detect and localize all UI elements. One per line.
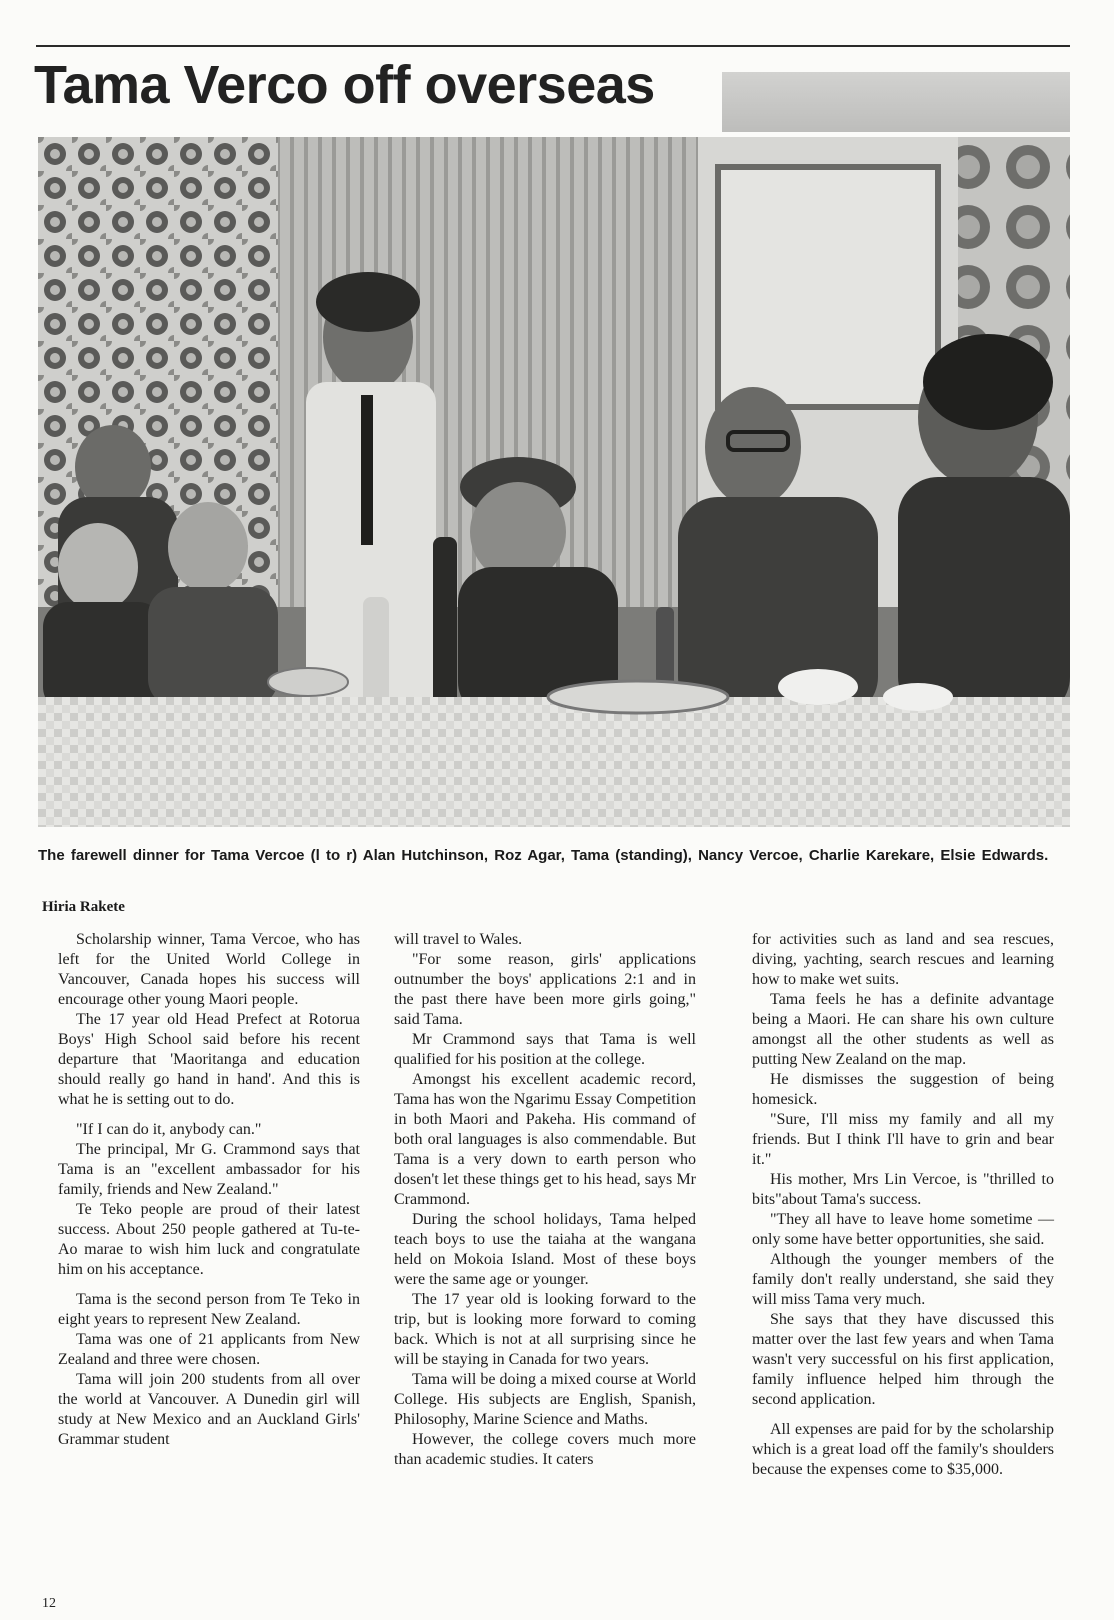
- paragraph: He dismisses the suggestion of being homesick.: [752, 1071, 1054, 1108]
- photo-icon: [38, 137, 1070, 827]
- paragraph: Tama is the second person from Te Teko in eight years to represent New Zealand.: [58, 1291, 360, 1328]
- paragraph: Tama was one of 21 applicants from New Zealand and three were chosen.: [58, 1331, 360, 1368]
- paragraph: for activities such as land and sea rescues, diving, yachting, search rescues and learning how to make wet suits.: [752, 931, 1054, 988]
- article-column-2: [394, 930, 696, 1470]
- bleed-through-panel: [722, 72, 1070, 132]
- paragraph: His mother, Mrs Lin Vercoe, is "thrilled to bits"about Tama's success.: [752, 1171, 1054, 1208]
- paragraph: "For some reason, girls' applications outnumber the boys' applications 2:1 and in the past there have been more girls going," said Tama.: [394, 951, 696, 1028]
- article-column-3: [752, 930, 1054, 1480]
- paragraph: During the school holidays, Tama helped teach boys to use the taiaha at the wangana held on Mokoia Island. Most of these boys were the same age or younger.: [394, 1211, 696, 1288]
- farewell-dinner-photo: [38, 137, 1070, 827]
- paragraph: Although the younger members of the family don't really understand, she said they will miss Tama very much.: [752, 1251, 1054, 1308]
- paragraph: All expenses are paid for by the scholarship which is a great load off the family's shoulders because the expenses come to $35,000.: [752, 1421, 1054, 1478]
- page-number: 12: [42, 1596, 56, 1611]
- paragraph: Mr Crammond says that Tama is well qualified for his position at the college.: [394, 1031, 696, 1068]
- photo-caption: The farewell dinner for Tama Vercoe (l to r) Alan Hutchinson, Roz Agar, Tama (standing), Nancy Vercoe, Charlie Karekare, Elsie Edwards.: [38, 847, 1049, 864]
- paragraph: The 17 year old Head Prefect at Rotorua Boys' High School said before his recent departure that 'Maoritanga and education should really go hand in hand'. And this is what he is setting out to do.: [58, 1011, 360, 1108]
- top-rule: [36, 45, 1070, 47]
- byline: Hiria Rakete: [42, 899, 125, 915]
- paragraph: "Sure, I'll miss my family and all my friends. But I think I'll have to grin and bear it.": [752, 1111, 1054, 1168]
- headline: Tama Verco off overseas: [34, 55, 655, 115]
- paragraph: The principal, Mr G. Crammond says that Tama is an "excellent ambassador for his family, friends and New Zealand.": [58, 1141, 360, 1198]
- paragraph: Tama feels he has a definite advantage being a Maori. He can share his own culture amongst all the other students as well as putting New Zealand on the map.: [752, 991, 1054, 1068]
- paragraph: "If I can do it, anybody can.": [76, 1121, 262, 1138]
- paragraph: will travel to Wales.: [394, 931, 523, 948]
- paragraph: "They all have to leave home sometime — only some have better opportunities, she said.: [752, 1211, 1054, 1248]
- paragraph: Te Teko people are proud of their latest success. About 250 people gathered at Tu-te-Ao marae to wish him luck and congratulate him on his acceptance.: [58, 1201, 360, 1278]
- paragraph: Scholarship winner, Tama Vercoe, who has left for the United World College in Vancouver, Canada hopes his success will encourage other young Maori people.: [58, 931, 360, 1008]
- paragraph: She says that they have discussed this matter over the last few years and when Tama wasn't very successful on his first application, family influence helped him through the second application.: [752, 1311, 1054, 1408]
- paragraph: However, the college covers much more than academic studies. It caters: [394, 1431, 696, 1468]
- article-column-1: [58, 930, 360, 1450]
- paragraph: Amongst his excellent academic record, Tama has won the Ngarimu Essay Competition in both Maori and Pakeha. His command of both oral languages is also commendable. But Tama is a very down to earth person who dosen't let these things get to his head, says Mr Crammond.: [394, 1071, 696, 1208]
- paragraph: Tama will join 200 students from all over the world at Vancouver. A Dunedin girl will study at New Mexico and an Auckland Girls' Grammar student: [58, 1371, 360, 1448]
- paragraph: The 17 year old is looking forward to the trip, but is looking more forward to coming back. Which is not at all surprising since he will be staying in Canada for two years.: [394, 1291, 696, 1368]
- paragraph: Tama will be doing a mixed course at World College. His subjects are English, Spanish, Philosophy, Marine Science and Maths.: [394, 1371, 696, 1428]
